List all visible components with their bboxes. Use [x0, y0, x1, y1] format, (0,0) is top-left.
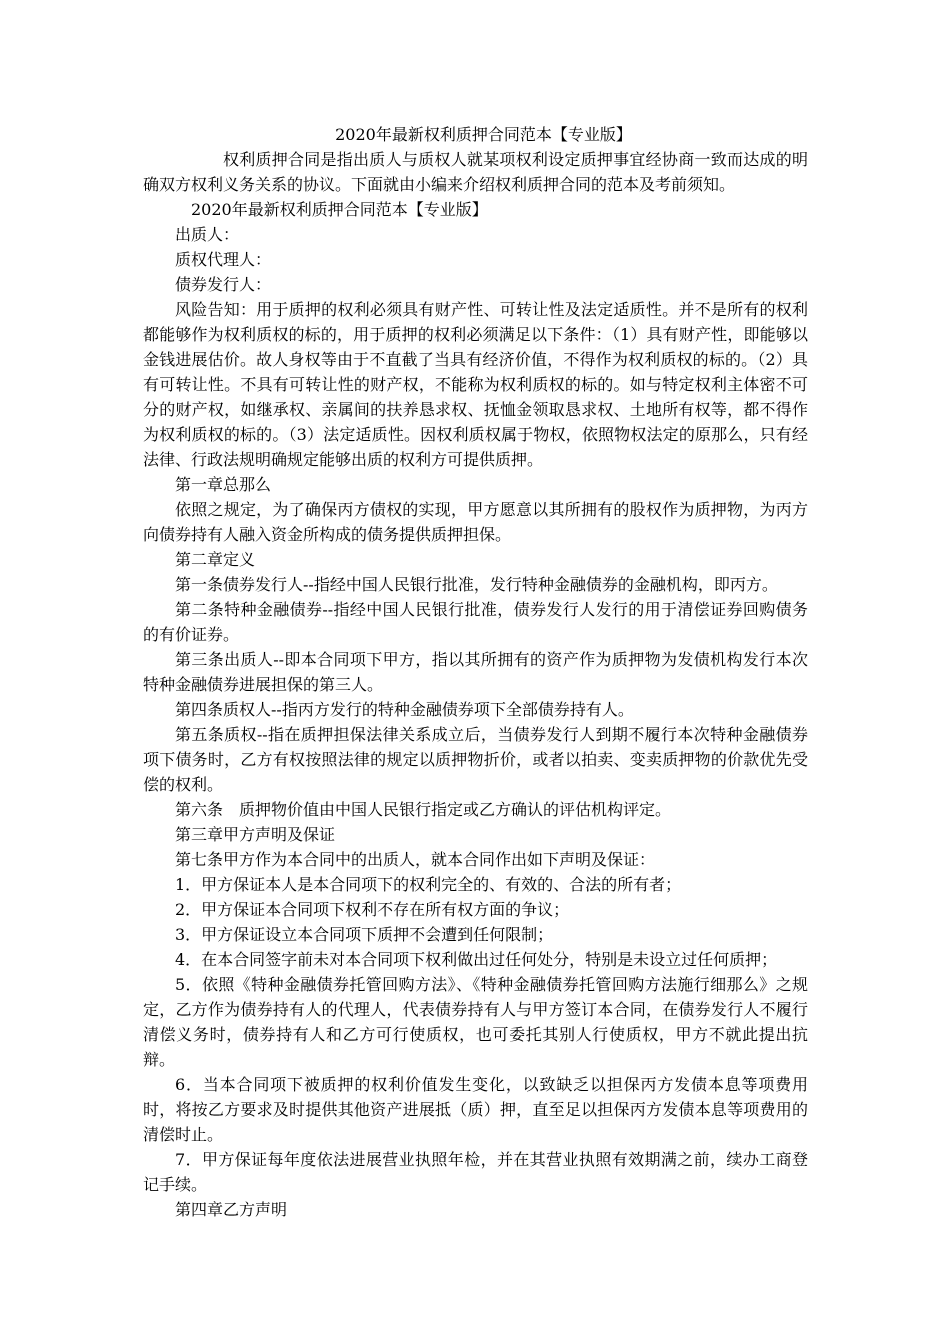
- article-paragraph: 第五条质权--指在质押担保法律关系成立后，当债券发行人到期不履行本次特种金融债券项下债务时，乙方有权按照法律的规定以质押物折价，或者以拍卖、变卖质押物的价款优先受偿的权利。: [143, 725, 808, 794]
- list-item: 3．甲方保证设立本合同项下质押不会遭到任何限制；: [175, 925, 554, 944]
- chapter-heading: 第四章乙方声明: [175, 1200, 288, 1219]
- chapter-heading: 第三章甲方声明及保证: [175, 825, 336, 844]
- body-paragraph: 依照之规定，为了确保丙方债权的实现，甲方愿意以其所拥有的股权作为质押物，为丙方向债券持有人融入资金所构成的债务提供质押担保。: [143, 500, 808, 544]
- bond-issuer-field: 债券发行人：: [175, 275, 272, 294]
- document-subtitle: 2020年最新权利质押合同范本【专业版】: [191, 200, 488, 219]
- pledgor-field: 出质人：: [175, 225, 240, 244]
- article-paragraph: 第三条出质人--即本合同项下甲方，指以其所拥有的资产作为质押物为发债机构发行本次特种金融债券进展担保的第三人。: [143, 650, 808, 694]
- risk-notice-paragraph: 风险告知：用于质押的权利必须具有财产性、可转让性及法定适质性。并不是所有的权利都能够作为权利质权的标的，用于质押的权利必须满足以下条件：（1）具有财产性，即能够以金钱进展估价。故人身权等由于不直截了当具有经济价值，不得作为权利质权的标的。（2）具有可转让性。不具有可转让性的财产权，不能称为权利质权的标的。如与特定权利主体密不可分的财产权，如继承权、亲属间的扶养恳求权、抚恤金领取恳求权、土地所有权等，都不得作为权利质权的标的。（3）法定适质性。因权利质权属于物权，依照物权法定的原那么，只有经法律、行政法规明确规定能够出质的权利方可提供质押。: [143, 300, 808, 469]
- article-paragraph: 第二条特种金融债券--指经中国人民银行批准，债券发行人发行的用于清偿证券回购债务的有价证券。: [143, 600, 808, 644]
- list-item: 7．甲方保证每年度依法进展营业执照年检，并在其营业执照有效期满之前，续办工商登记手续。: [143, 1150, 808, 1194]
- chapter-heading: 第二章定义: [175, 550, 256, 569]
- list-item: 4．在本合同签字前未对本合同项下权利做出过任何处分，特别是未设立过任何质押；: [175, 950, 778, 969]
- list-item: 1．甲方保证本人是本合同项下的权利完全的、有效的、合法的所有者；: [175, 875, 682, 894]
- document-body: [143, 122, 808, 1222]
- article-paragraph: 第四条质权人--指丙方发行的特种金融债券项下全部债券持有人。: [175, 700, 634, 719]
- chapter-heading: 第一章总那么: [175, 475, 272, 494]
- article-paragraph: 第七条甲方作为本合同中的出质人，就本合同作出如下声明及保证：: [175, 850, 656, 869]
- list-item: 6．当本合同项下被质押的权利价值发生变化，以致缺乏以担保丙方发债本息等项费用时，将按乙方要求及时提供其他资产进展抵（质）押，直至足以担保丙方发债本息等项费用的清偿时止。: [143, 1075, 808, 1144]
- article-paragraph: 第六条 质押物价值由中国人民银行指定或乙方确认的评估机构评定。: [175, 800, 672, 819]
- pledgee-agent-field: 质权代理人：: [175, 250, 272, 269]
- article-paragraph: 第一条债券发行人--指经中国人民银行批准，发行特种金融债券的金融机构，即丙方。: [175, 575, 778, 594]
- document-title: 2020年最新权利质押合同范本【专业版】: [335, 125, 632, 144]
- intro-paragraph: 权利质押合同是指出质人与质权人就某项权利设定质押事宜经协商一致而达成的明确双方权利义务关系的协议。下面就由小编来介绍权利质押合同的范本及考前须知。: [143, 150, 808, 194]
- list-item: 5．依照《特种金融债券托管回购方法》、《特种金融债券托管回购方法施行细那么》之规定，乙方作为债券持有人的代理人，代表债券持有人与甲方签订本合同，在债券发行人不履行清偿义务时，债券持有人和乙方可行使质权，也可委托其别人行使质权，甲方不就此提出抗辩。: [143, 975, 808, 1069]
- list-item: 2．甲方保证本合同项下权利不存在所有权方面的争议；: [175, 900, 570, 919]
